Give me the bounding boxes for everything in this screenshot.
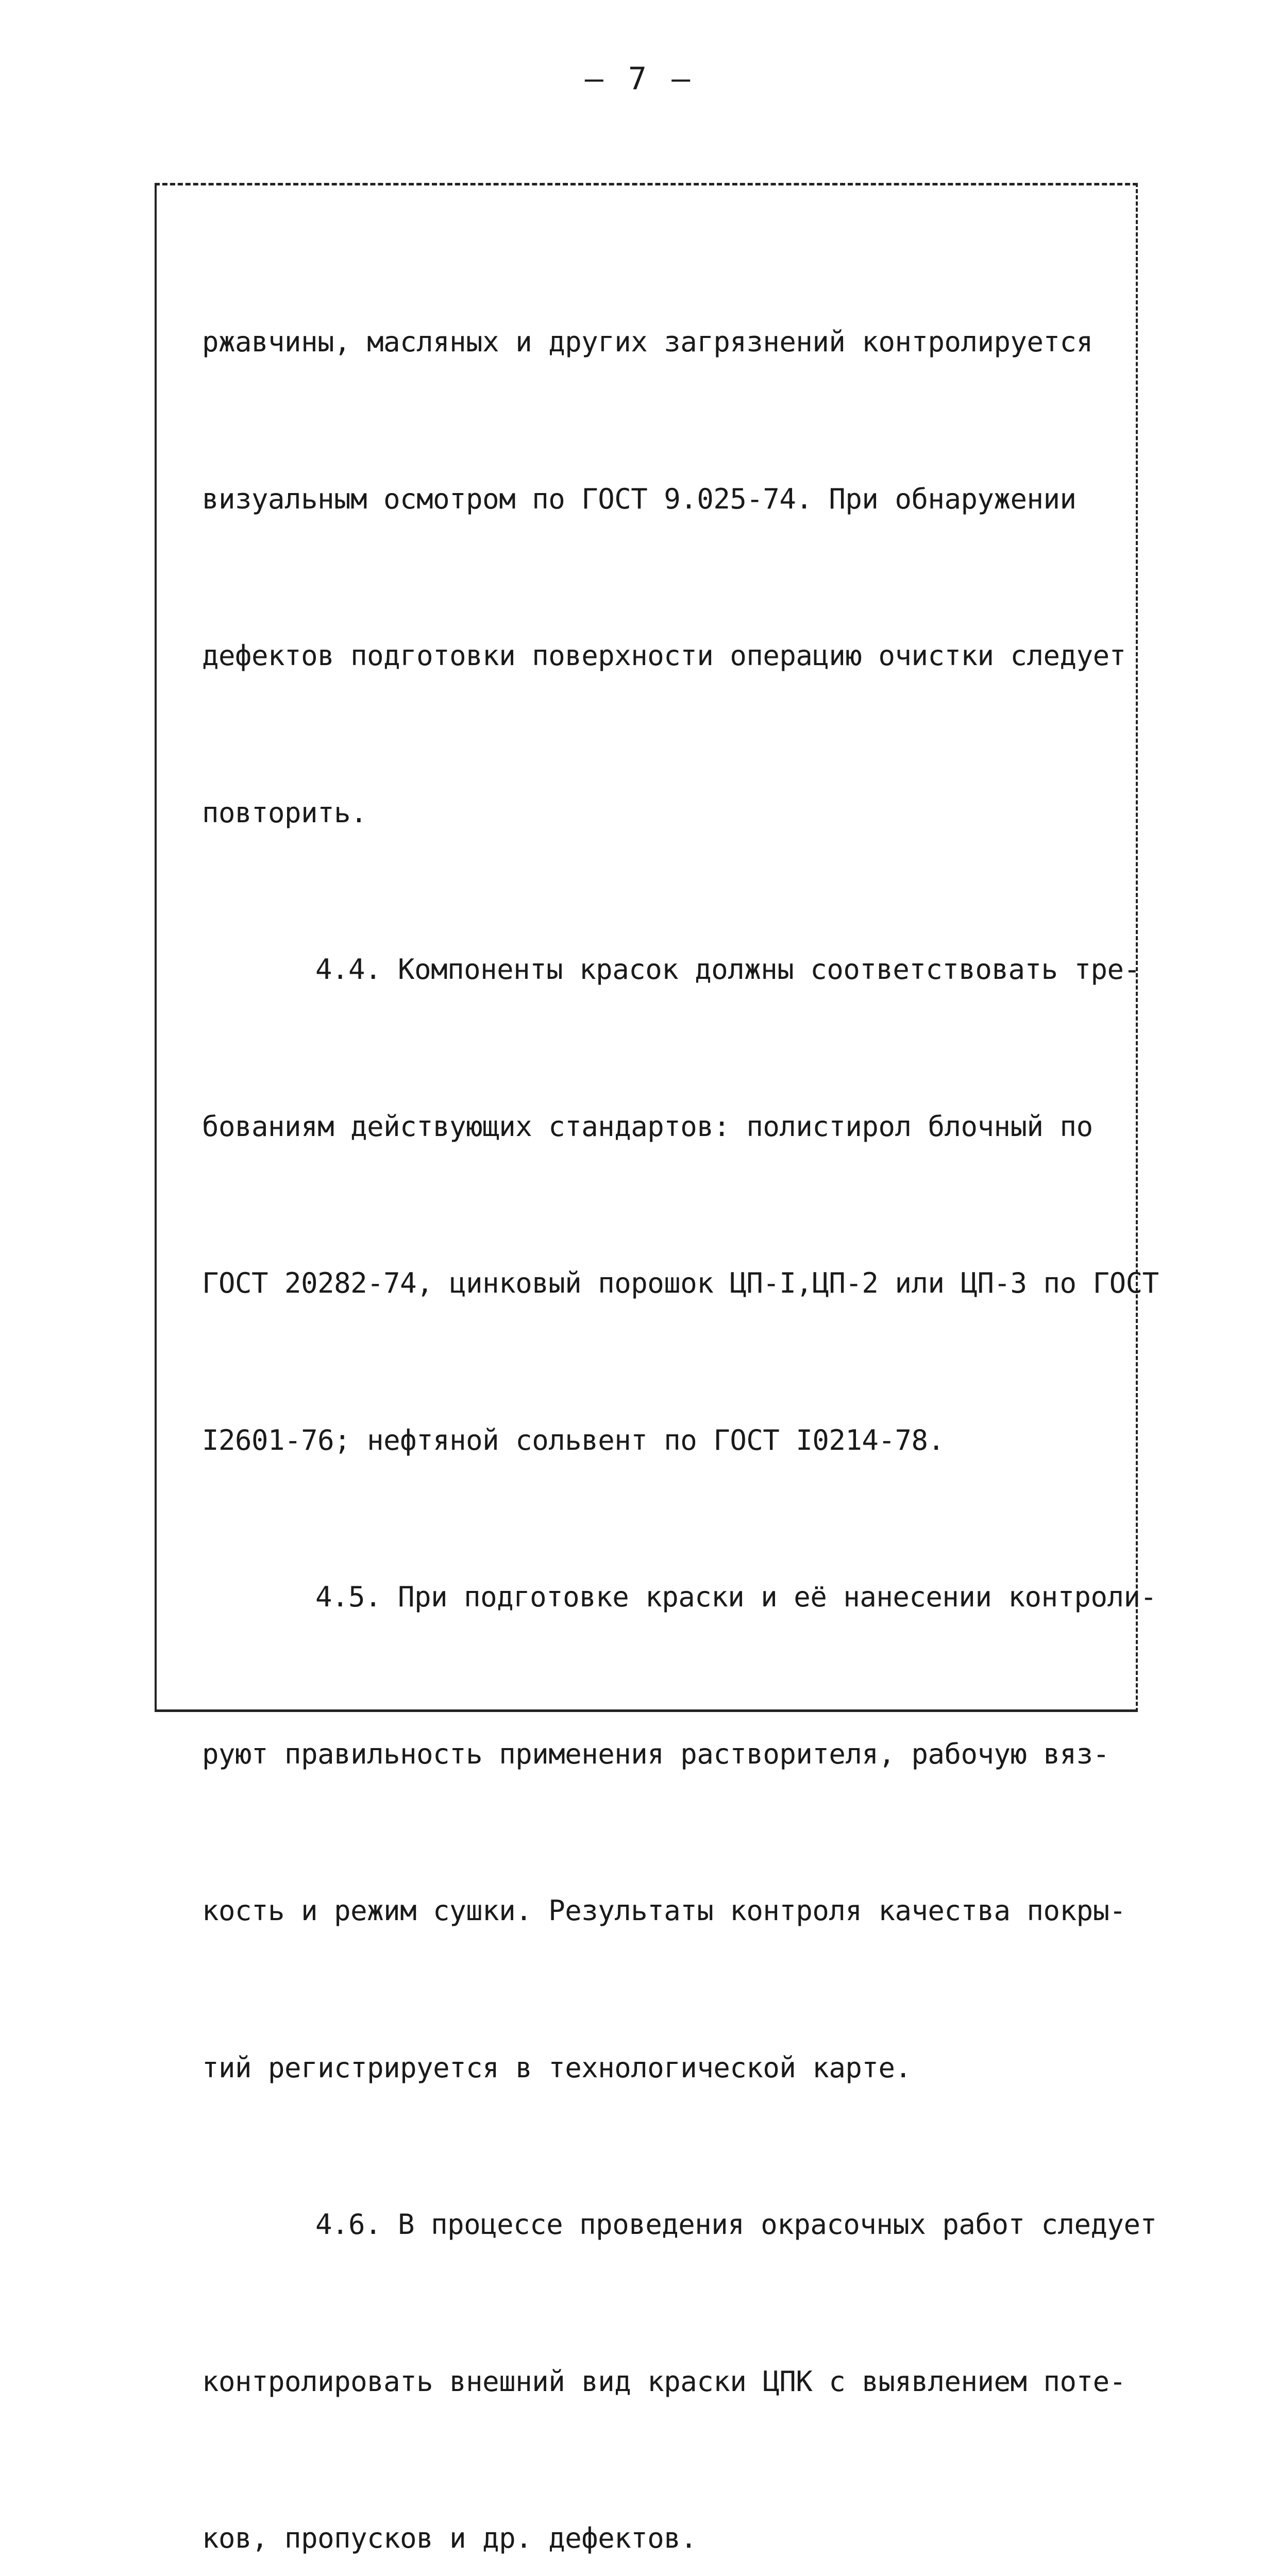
text-line: контролировать внешний вид краски ЦПК с выявлением поте- <box>202 2365 1126 2398</box>
page-number: — 7 — <box>584 61 694 97</box>
document-body <box>202 211 1159 2576</box>
text-line: кость и режим сушки. Результаты контроля качества покры- <box>202 1894 1126 1927</box>
text-line: ков, пропусков и др. дефектов. <box>202 2522 697 2554</box>
paragraph-4-4-start: 4.4. Компоненты красок должны соответствовать тре- <box>315 953 1140 986</box>
text-line: тий регистрируется в технологической карте. <box>202 2051 912 2084</box>
text-line: I2601-76; нефтяной сольвент по ГОСТ I0214-78. <box>202 1423 945 1456</box>
text-line: руют правильность применения растворителя, рабочую вяз- <box>202 1737 1109 1770</box>
text-line: ржавчины, масляных и других загрязнений контролируется <box>202 326 1093 358</box>
text-line: дефектов подготовки поверхности операцию очистки следует <box>202 639 1126 672</box>
paragraph-4-5-start: 4.5. При подготовке краски и её нанесении контроли- <box>315 1581 1157 1613</box>
text-line: ГОСТ 20282-74, цинковый порошок ЦП-I,ЦП-2 или ЦП-3 по ГОСТ <box>202 1267 1159 1299</box>
paragraph-4-6-start: 4.6. В процессе проведения окрасочных работ следует <box>315 2208 1157 2241</box>
text-line: визуальным осмотром по ГОСТ 9.025-74. При обнаружении <box>202 482 1077 515</box>
text-line: бованиям действующих стандартов: полистирол блочный по <box>202 1110 1093 1143</box>
text-line: повторить. <box>202 796 367 829</box>
